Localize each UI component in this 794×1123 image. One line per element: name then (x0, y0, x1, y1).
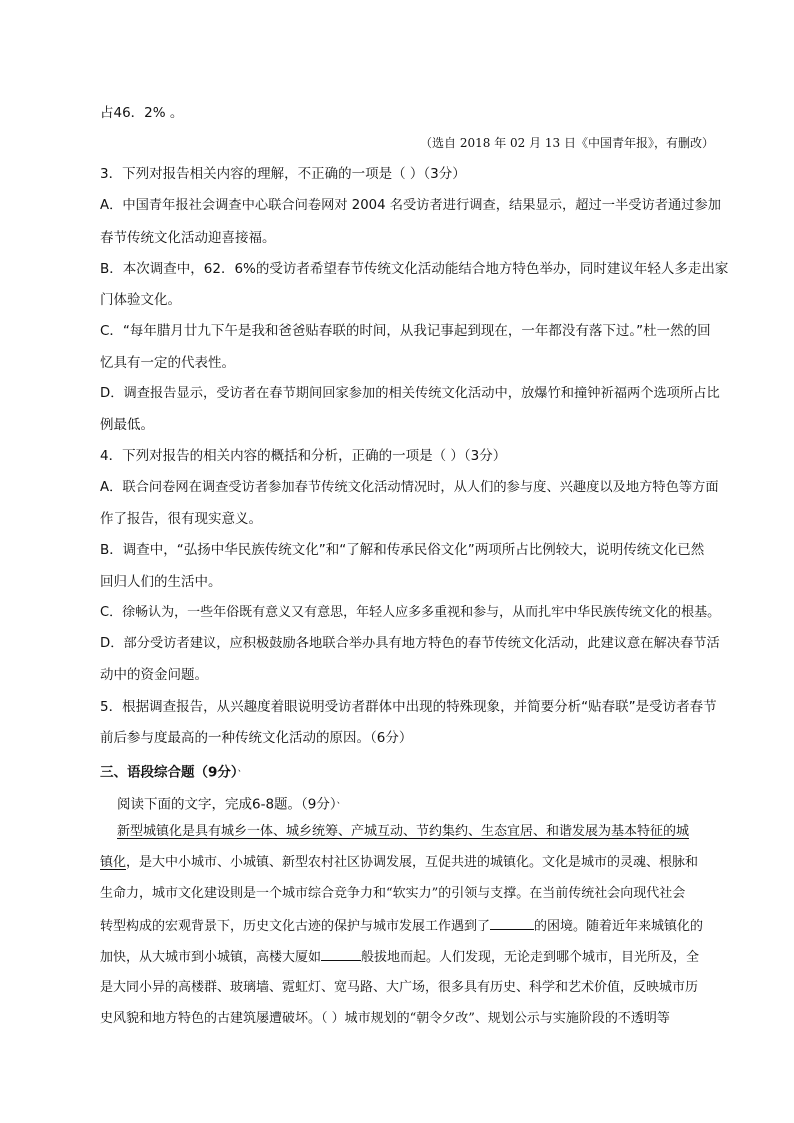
question-3-option-c: C．“每年腊月廿九下午是我和爸爸贴春联的时间，从我记事起到现在，一年都没有落下过。”杜一然的回 (100, 323, 711, 339)
passage-line-4-text-a: 转型构成的宏观背景下，历史文化古迹的保护与城市发展工作遇到了 (100, 919, 491, 934)
question-3-option-c-cont: 忆具有一定的代表性。 (100, 355, 235, 371)
question-5-line-1: 5．根据调查报告，从兴趣度着眼说明受访者群体中出现的特殊现象，并简要分析“贴春联”是受访者春节 (100, 699, 717, 715)
question-3-stem: 3．下列对报告相关内容的理解，不正确的一项是（ ）（3分） (100, 166, 466, 182)
question-3-option-b: B．本次调查中，62．6%的受访者希望春节传统文化活动能结合地方特色举办，同时建议年轻人多走出家 (100, 261, 729, 277)
passage-line-1 (117, 822, 689, 842)
passage-line-5 (100, 946, 699, 968)
passage-line-5-text-a: 加快，从大城市到小城镇，高楼大厦如 (100, 950, 322, 965)
passage-line-2 (100, 853, 698, 873)
passage-line-7: 史风貌和地方特色的古建筑屡遭破坏。（ ）城市规划的“朝令夕改”、规划公示与实施阶段的不透明等 (100, 1011, 670, 1026)
question-4-option-c: C．徐畅认为，一些年俗既有意义又有意思，年轻人应多多重视和参与，从而扎牢中华民族传统文化的根基。 (100, 605, 721, 620)
section-3-instruction-line (117, 791, 346, 815)
question-4-stem: 4．下列对报告的相关内容的概括和分析，正确的一项是（ ）（3分） (100, 448, 507, 464)
passage-line-4 (100, 915, 703, 937)
top-fragment: 占46．2% 。 (100, 105, 184, 121)
section-3-mark: 、 (237, 764, 247, 774)
passage-line-2-text: ，是大中小城市、小城镇、新型农村社区协调发展，互促共进的城镇化。文化是城市的灵魂、根脉和 (126, 855, 699, 870)
question-3-option-a: A．中国青年报社会调查中心联合问卷网对 2004 名受访者进行调查，结果显示，超过一半受访者通过参加 (100, 198, 721, 213)
question-4-option-d-cont: 动中的资金问题。 (100, 667, 208, 683)
passage-underlined-sentence: 新型城镇化是具有城乡一体、城乡统筹、产城互动、节约集约、生态宜居、和谐发展为基本特征的城 (117, 824, 690, 839)
source-citation: （选自 2018 年 02 月 13 日《中国青年报》，有删改） (420, 136, 714, 150)
passage-line-5-text-b: 般拔地而起。人们发现，无论走到哪个城市，目光所及，全 (361, 950, 700, 965)
question-4-option-a-cont: 作了报告，很有现实意义。 (100, 511, 262, 527)
section-3-heading (100, 759, 247, 783)
fill-blank-1 (490, 915, 534, 930)
question-4-option-b: B．调查中，“弘扬中华民族传统文化”和“了解和传承民俗文化”两项所占比例较大，说明传统文化已然 (100, 542, 705, 558)
question-3-option-d-cont: 例最低。 (100, 417, 154, 433)
passage-line-3: 生命力，城市文化建设則是一个城市综合竞争力和“软实力”的引领与支撑。在当前传统社会向现代社会 (100, 886, 686, 901)
question-5-line-2: 前后参与度最高的一种传统文化活动的原因。（6分） (100, 730, 413, 746)
question-3-option-d: D．调查报告显示，受访者在春节期间回家参加的相关传统文化活动中，放爆竹和撞钟祈福两个选项所占比 (100, 386, 720, 401)
question-4-option-b-cont: 回归人们的生活中。 (100, 574, 222, 590)
question-4-option-d: D．部分受访者建议，应积极鼓励各地联合举办具有地方特色的春节传统文化活动，此建议意在解决春节活 (100, 636, 720, 651)
fill-blank-2 (321, 946, 361, 961)
passage-line-4-text-b: 的困境。随着近年来城镇化的 (534, 919, 704, 934)
question-4-option-a: A．联合问卷网在调查受访者参加春节传统文化活动情况时，从人们的参与度、兴趣度以及地方特色等方面 (100, 480, 719, 495)
passage-line-6: 是大同小异的高楼群、玻璃墙、霓虹灯、宽马路、大广场，很多具有历史、科学和艺术价值，反映城市历 (100, 980, 699, 995)
passage-underlined-end: 镇化 (100, 855, 127, 870)
question-3-option-a-cont: 春节传统文化活动迎喜接福。 (100, 230, 276, 246)
instruction-mark: 、 (336, 796, 346, 806)
question-3-option-b-cont: 门体验文化。 (100, 292, 181, 308)
section-3-instruction: 阅读下面的文字，完成6-8题。（9分） (117, 796, 337, 813)
section-3-title: 三、语段综合题（9分） (100, 764, 238, 781)
